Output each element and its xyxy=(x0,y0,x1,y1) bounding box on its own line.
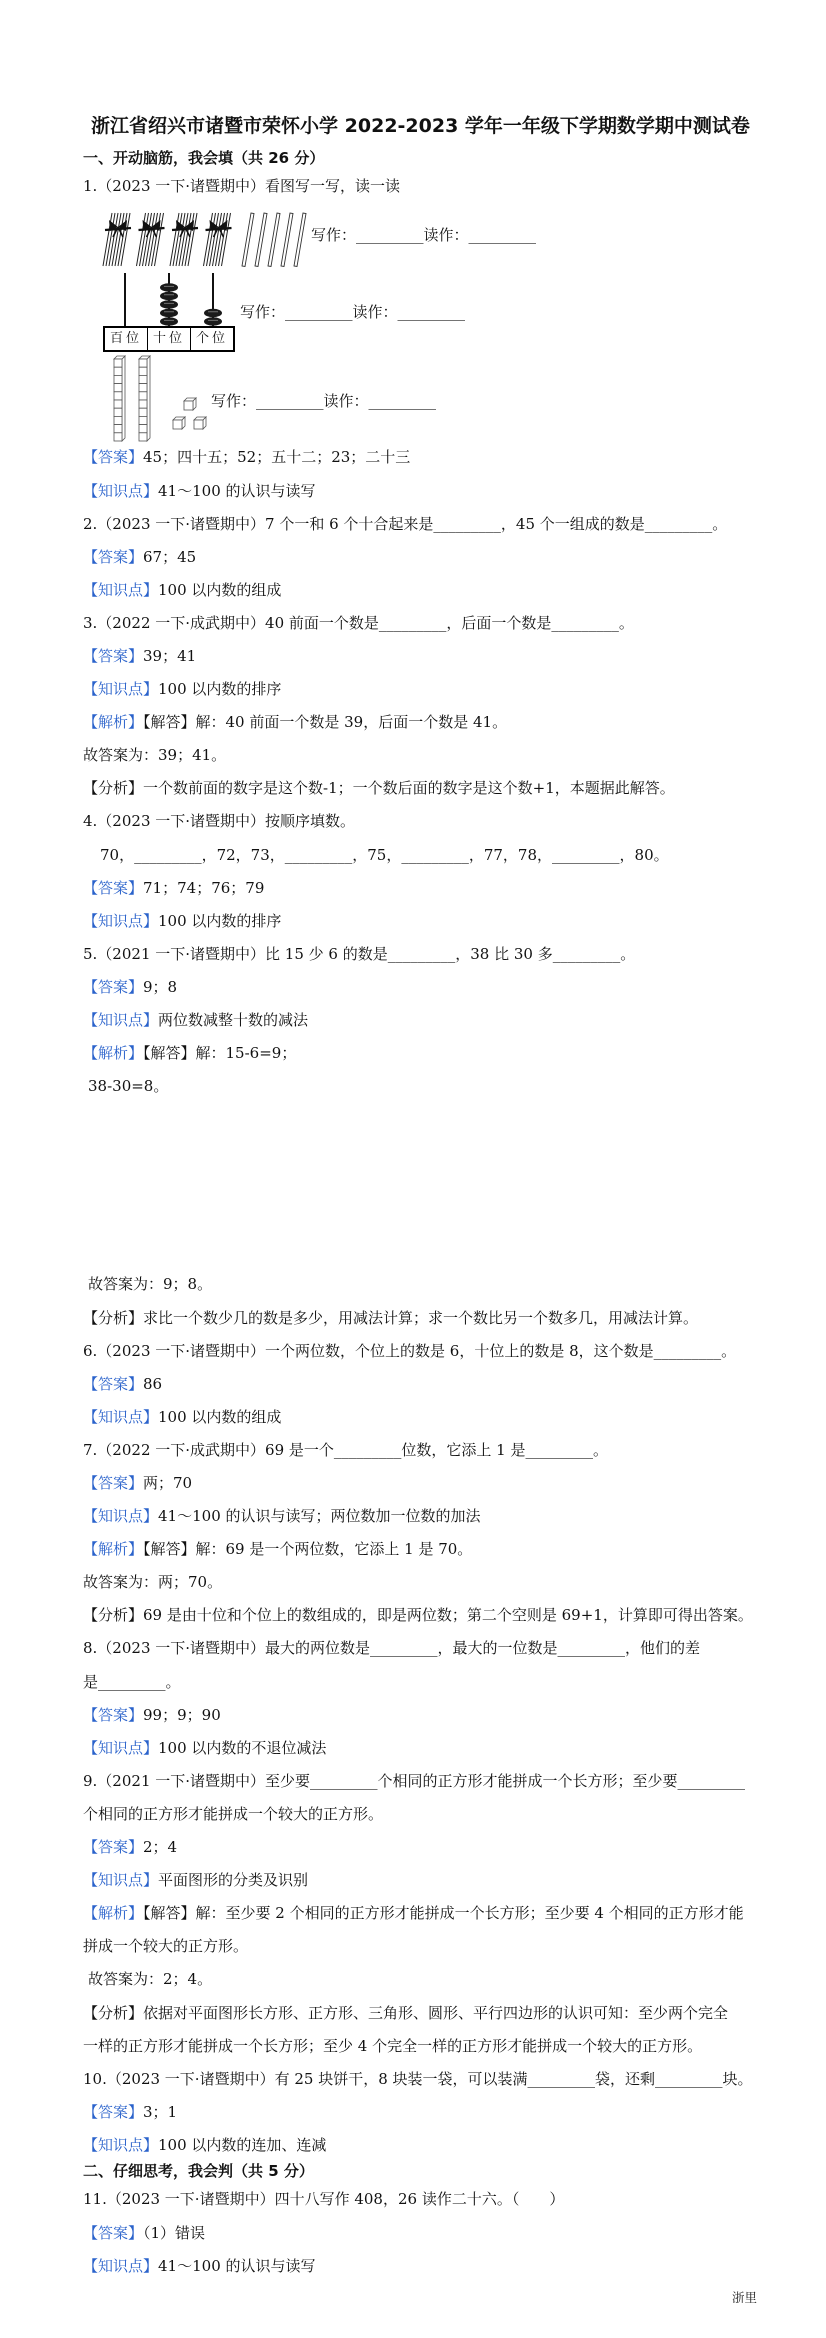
knowledge-label: 【知识点】 xyxy=(83,1407,159,1426)
answer-label: 【答案】 xyxy=(83,1374,144,1393)
knowledge-line xyxy=(83,475,727,508)
question-4-sequence: 70，_________，72，73，_________，75，_________，77，78，_________，80。 xyxy=(100,845,669,864)
answer-line xyxy=(83,971,727,1004)
knowledge-line xyxy=(83,2129,753,2162)
answer-text: 99；9；90 xyxy=(143,1705,221,1724)
question-9-stem-continued: 个相同的正方形才能拼成一个较大的正方形。 xyxy=(83,1804,384,1823)
analysis-line xyxy=(83,1897,753,1930)
knowledge-line xyxy=(83,905,727,938)
knowledge-label: 【知识点】 xyxy=(83,2135,159,2154)
stick-bundle xyxy=(103,213,131,266)
analysis-step: 38-30=8。 xyxy=(88,1077,169,1096)
explain-text: 依据对平面图形长方形、正方形、三角形、圆形、平行四边形的认识可知：至少两个完全 xyxy=(143,2003,729,2022)
abacus-write-read-prompt: 写作：_________读作：_________ xyxy=(240,302,466,321)
answer-line xyxy=(83,541,727,574)
knowledge-text: 100 以内数的组成 xyxy=(158,1407,282,1426)
answer-text: （1）错误 xyxy=(143,2223,206,2242)
answer-label: 【答案】 xyxy=(83,1838,144,1857)
counting-sticks-figure xyxy=(100,208,310,270)
section-1-heading: 一、开动脑筋，我会填（共 26 分） xyxy=(83,149,325,167)
answer-line xyxy=(83,1467,753,1500)
question-3-stem: 3.（2022 一下·成武期中）40 前面一个数是_________，后面一个数是_________。 xyxy=(83,613,634,632)
analysis-conclusion: 故答案为：9；8。 xyxy=(88,1275,213,1294)
knowledge-text: 100 以内数的组成 xyxy=(158,580,282,599)
answer-line xyxy=(83,1831,753,1864)
ten-rod xyxy=(139,356,150,441)
answer-label: 【答案】 xyxy=(83,878,144,897)
answer-line xyxy=(83,872,727,905)
answer-line xyxy=(83,441,727,474)
answer-label: 【答案】 xyxy=(83,2223,144,2242)
answer-label: 【答案】 xyxy=(83,1705,144,1724)
single-stick xyxy=(294,213,306,267)
knowledge-text: 平面图形的分类及识别 xyxy=(158,1871,309,1890)
answer-label: 【答案】 xyxy=(83,448,144,467)
stick-bundle xyxy=(137,213,165,266)
content-block-a xyxy=(83,441,727,1103)
question-10-stem: 10.（2023 一下·诸暨期中）有 25 块饼干，8 块装一袋，可以装满_________袋，还剩_________块。 xyxy=(83,2069,753,2088)
knowledge-line xyxy=(83,1004,727,1037)
answer-line xyxy=(83,1368,753,1401)
knowledge-label: 【知识点】 xyxy=(83,911,159,930)
knowledge-label: 【知识点】 xyxy=(83,680,159,699)
explain-line xyxy=(83,772,727,805)
explain-text: 一个数前面的数字是这个数-1；一个数后面的数字是这个数+1，本题据此解答。 xyxy=(143,779,675,798)
explain-label: 【分析】 xyxy=(83,1606,144,1625)
ten-rod xyxy=(114,356,125,441)
question-6-stem: 6.（2023 一下·诸暨期中）一个两位数，个位上的数是 6，十位上的数是 8，这个数是_________。 xyxy=(83,1341,737,1360)
answer-label: 【答案】 xyxy=(83,2102,144,2121)
explain-label: 【分析】 xyxy=(83,1308,144,1327)
abacus-rod xyxy=(160,273,178,326)
abacus-rod xyxy=(204,273,222,326)
content-block-b xyxy=(83,1268,753,2162)
knowledge-text: 100 以内数的排序 xyxy=(158,911,282,930)
tens-label: 十位 xyxy=(147,328,190,350)
answer-text: 9；8 xyxy=(143,977,178,996)
answer-label: 【答案】 xyxy=(83,547,144,566)
knowledge-label: 【知识点】 xyxy=(83,1507,159,1526)
sticks-write-read-prompt: 写作：_________读作：_________ xyxy=(311,225,537,244)
base-ten-cubes-figure xyxy=(108,354,210,444)
explain-line xyxy=(83,1599,753,1632)
knowledge-text: 两位数减整十数的减法 xyxy=(158,1011,309,1030)
abacus-figure xyxy=(100,270,240,328)
question-11-stem: 11.（2023 一下·诸暨期中）四十八写作 408，26 读作二十六。（ ） xyxy=(83,2190,565,2209)
answer-text: 86 xyxy=(143,1374,163,1393)
explain-line xyxy=(83,1302,753,1335)
single-stick xyxy=(242,213,254,267)
knowledge-text: 100 以内数的不退位减法 xyxy=(158,1738,327,1757)
knowledge-label: 【知识点】 xyxy=(83,1738,159,1757)
abacus-place-labels xyxy=(103,326,235,352)
question-1-stem: 1.（2023 一下·诸暨期中）看图写一写，读一读 xyxy=(83,176,401,195)
ones-label: 个位 xyxy=(190,328,233,350)
knowledge-label: 【知识点】 xyxy=(83,481,159,500)
knowledge-text: 41～100 的认识与读写 xyxy=(158,481,316,500)
knowledge-line xyxy=(83,2250,564,2283)
question-9-stem: 9.（2021 一下·诸暨期中）至少要_________个相同的正方形才能拼成一个长方形；至少要_________ xyxy=(83,1771,746,1790)
analysis-label: 【解析】 xyxy=(83,1904,144,1923)
single-stick xyxy=(255,213,267,267)
stick-bundle xyxy=(170,213,198,266)
analysis-conclusion: 故答案为：39；41。 xyxy=(83,746,227,765)
knowledge-text: 100 以内数的排序 xyxy=(158,680,282,699)
question-8-stem: 8.（2023 一下·诸暨期中）最大的两位数是_________，最大的一位数是_________，他们的差 xyxy=(83,1639,701,1658)
knowledge-line xyxy=(83,1864,753,1897)
abacus-bead xyxy=(160,300,178,308)
hundreds-label: 百位 xyxy=(109,331,142,346)
question-5-stem: 5.（2021 一下·诸暨期中）比 15 少 6 的数是_________，38 比 30 多_________。 xyxy=(83,944,636,963)
answer-line xyxy=(83,1699,753,1732)
analysis-continued: 拼成一个较大的正方形。 xyxy=(83,1937,249,1956)
knowledge-line xyxy=(83,1732,753,1765)
unit-cube xyxy=(194,417,206,429)
analysis-conclusion: 故答案为：两；70。 xyxy=(83,1573,223,1592)
analysis-line xyxy=(83,1037,727,1070)
answer-line xyxy=(83,2217,564,2250)
knowledge-text: 100 以内数的连加、连减 xyxy=(158,2135,327,2154)
knowledge-line xyxy=(83,574,727,607)
knowledge-label: 【知识点】 xyxy=(83,1871,159,1890)
abacus-bead xyxy=(204,309,222,317)
answer-text: 39；41 xyxy=(143,647,197,665)
question-4-stem: 4.（2023 一下·诸暨期中）按顺序填数。 xyxy=(83,812,356,831)
analysis-label: 【解析】 xyxy=(83,713,144,732)
analysis-label: 【解析】 xyxy=(83,1044,144,1063)
exam-title: 浙江省绍兴市诸暨市荣怀小学 2022-2023 学年一年级下学期数学期中测试卷 xyxy=(91,115,750,137)
analysis-label: 【解析】 xyxy=(83,1540,144,1559)
question-7-stem: 7.（2022 一下·成武期中）69 是一个_________位数，它添上 1 是_________。 xyxy=(83,1440,608,1459)
question-2-stem: 2.（2023 一下·诸暨期中）7 个一和 6 个十合起来是_________，45 个一组成的数是_________。 xyxy=(83,514,728,533)
abacus-bead xyxy=(160,317,178,325)
content-block-c xyxy=(83,2183,564,2282)
abacus-bead xyxy=(160,283,178,291)
analysis-text: 【解答】解：15-6=9； xyxy=(143,1044,297,1063)
explain-label: 【分析】 xyxy=(83,2003,144,2022)
knowledge-line xyxy=(83,1500,753,1533)
analysis-text: 【解答】解：至少要 2 个相同的正方形才能拼成一个长方形；至少要 4 个相同的正方形才能 xyxy=(143,1904,744,1923)
explain-text: 69 是由十位和个位上的数组成的，即是两位数；第二个空则是 69+1，计算即可得出答案。 xyxy=(143,1606,753,1625)
section-2-heading: 二、仔细思考，我会判（共 5 分） xyxy=(83,2162,314,2180)
answer-text: 2；4 xyxy=(143,1838,178,1857)
stick-bundle xyxy=(204,213,232,266)
explain-line xyxy=(83,1997,753,2030)
knowledge-label: 【知识点】 xyxy=(83,2256,159,2275)
answer-text: 45；四十五；52；五十二；23；二十三 xyxy=(143,448,411,467)
answer-text: 3；1 xyxy=(143,2102,178,2121)
explain-continued: 一样的正方形才能拼成一个长方形；至少 4 个完全一样的正方形才能拼成一个较大的正方形。 xyxy=(83,2036,703,2055)
knowledge-line xyxy=(83,673,727,706)
explain-label: 【分析】 xyxy=(83,779,144,798)
cubes-write-read-prompt: 写作：_________读作：_________ xyxy=(211,391,437,410)
abacus-bead xyxy=(204,317,222,325)
knowledge-text: 41～100 的认识与读写 xyxy=(158,2256,316,2275)
analysis-text: 【解答】解：69 是一个两位数，它添上 1 是 70。 xyxy=(143,1540,473,1559)
analysis-conclusion: 故答案为：2；4。 xyxy=(88,1970,213,1989)
knowledge-label: 【知识点】 xyxy=(83,1011,159,1030)
single-stick xyxy=(281,213,293,267)
answer-text: 71；74；76；79 xyxy=(143,878,265,897)
knowledge-label: 【知识点】 xyxy=(83,580,159,599)
answer-text: 67；45 xyxy=(143,547,197,566)
abacus-bead xyxy=(160,292,178,300)
answer-label: 【答案】 xyxy=(83,647,144,665)
analysis-line xyxy=(83,706,727,739)
page-footer-mark: 浙里 xyxy=(732,2290,758,2305)
explain-text: 求比一个数少几的数是多少，用减法计算；求一个数比另一个数多几，用减法计算。 xyxy=(143,1308,699,1327)
answer-label: 【答案】 xyxy=(83,1474,144,1492)
unit-cube xyxy=(173,417,185,429)
answer-line xyxy=(83,640,727,673)
single-stick xyxy=(268,213,280,267)
question-8-stem-continued: 是_________。 xyxy=(83,1672,181,1691)
answer-label: 【答案】 xyxy=(83,977,144,996)
abacus-bead xyxy=(160,309,178,317)
analysis-line xyxy=(83,1533,753,1566)
knowledge-line xyxy=(83,1401,753,1434)
answer-line xyxy=(83,2096,753,2129)
knowledge-text: 41～100 的认识与读写；两位数加一位数的加法 xyxy=(158,1507,481,1526)
answer-text: 两；70 xyxy=(143,1474,193,1492)
analysis-text: 【解答】解：40 前面一个数是 39，后面一个数是 41。 xyxy=(143,713,508,732)
unit-cube xyxy=(184,398,196,410)
